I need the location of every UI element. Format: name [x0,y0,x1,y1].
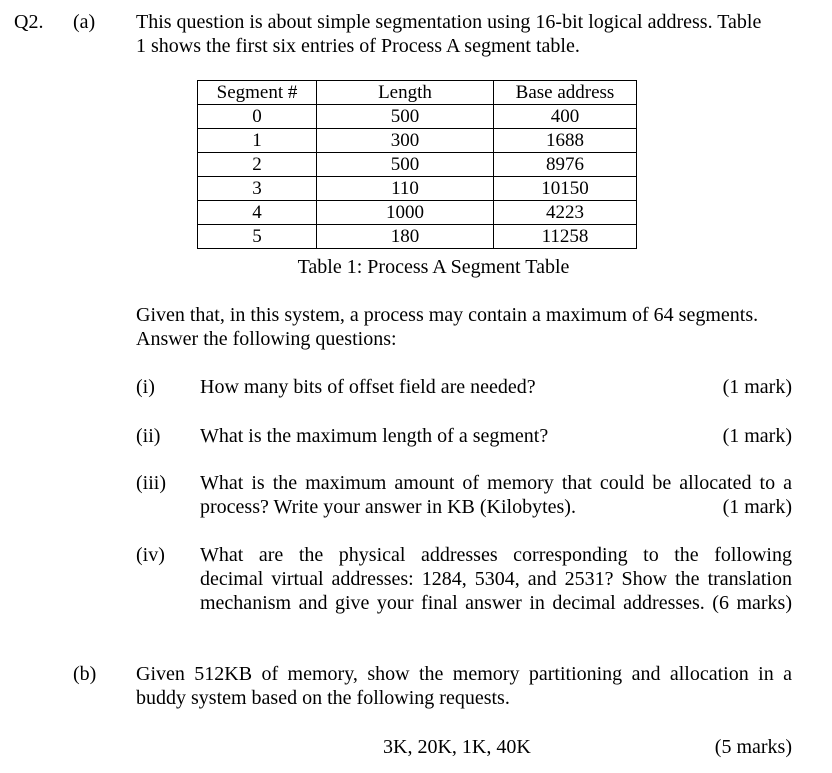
intro-line-1: This question is about simple segmentation using 16-bit logical address. Table [136,11,762,33]
table-row [198,105,637,129]
subquestion-text-iii-line2: process? Write your answer in KB (Kilobytes). [200,496,576,518]
subquestion-text-iii-line1: What is the maximum amount of memory that could be allocated to a [200,472,792,494]
subquestion-text-iv-line3: mechanism and give your final answer in decimal addresses. (6 marks) [200,592,792,614]
table-row [198,177,637,201]
table-cell: 4223 [494,201,637,225]
question-number: Q2. [14,11,44,33]
table-cell: 110 [317,177,494,201]
table-cell: 0 [198,105,317,129]
table-cell: 1688 [494,129,637,153]
table-cell: 11258 [494,225,637,249]
part-a-label: (a) [73,11,96,33]
subquestion-marks-i: (1 mark) [722,376,792,398]
subquestion-text-iv-line1: What are the physical addresses corresponding to the following [200,544,792,566]
intro-line-2: 1 shows the first six entries of Process A segment table. [136,35,580,57]
table-cell: 3 [198,177,317,201]
subquestion-label-ii: (ii) [136,425,161,447]
table-caption-wrapper [0,255,832,279]
table-header-cell: Base address [494,81,637,105]
table-cell: 180 [317,225,494,249]
table-cell: 400 [494,105,637,129]
part-b-line-2: buddy system based on the following requests. [136,687,510,709]
table-row [198,153,637,177]
table-cell: 1000 [317,201,494,225]
given-line-2: Answer the following questions: [136,328,397,350]
table-cell: 5 [198,225,317,249]
table-cell: 4 [198,201,317,225]
subquestion-label-iv: (iv) [136,544,165,566]
table-row [198,225,637,249]
table-cell: 2 [198,153,317,177]
part-b-requests: 3K, 20K, 1K, 40K [383,736,531,758]
table-header-row [198,81,637,105]
subquestion-marks-iii: (1 mark) [722,496,792,518]
given-line-1: Given that, in this system, a process may contain a maximum of 64 segments. [136,304,759,326]
part-b-label: (b) [73,663,97,685]
table-row [198,129,637,153]
table-cell: 500 [317,105,494,129]
subquestion-label-i: (i) [136,376,155,398]
table-cell: 300 [317,129,494,153]
table-header-cell: Length [317,81,494,105]
subquestion-text-i: How many bits of offset field are needed? [200,376,536,398]
subquestion-marks-ii: (1 mark) [722,425,792,447]
table-header-cell: Segment # [198,81,317,105]
subquestion-label-iii: (iii) [136,472,166,494]
table-cell: 500 [317,153,494,177]
table-cell: 8976 [494,153,637,177]
table-cell: 1 [198,129,317,153]
table-cell: 10150 [494,177,637,201]
segment-table [197,80,637,249]
subquestion-text-iv-line2: decimal virtual addresses: 1284, 5304, and 2531? Show the translation [200,568,792,590]
table-row [198,201,637,225]
part-b-line-1: Given 512KB of memory, show the memory partitioning and allocation in a [136,663,792,685]
table-caption: Table 1: Process A Segment Table [297,256,570,278]
subquestion-text-ii: What is the maximum length of a segment? [200,425,549,447]
part-b-marks: (5 marks) [714,736,792,758]
